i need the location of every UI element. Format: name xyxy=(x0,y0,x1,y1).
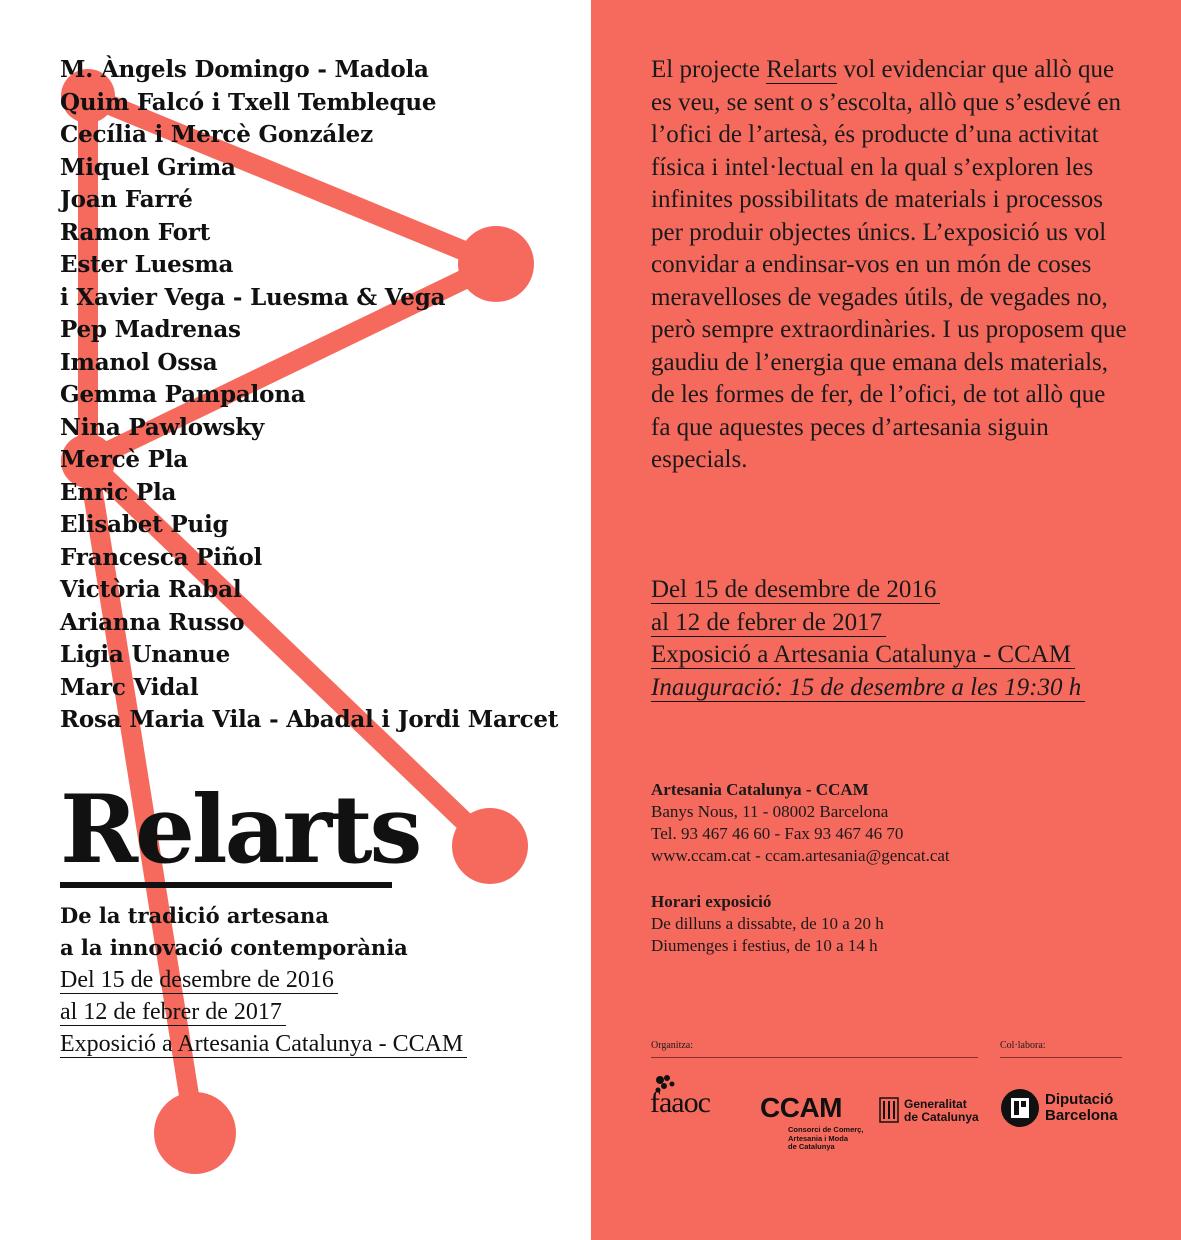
contact-block xyxy=(651,779,950,867)
artist-name: Pep Madrenas xyxy=(60,316,241,343)
ccam-wordmark: CCAM xyxy=(760,1092,842,1123)
date-line-2: al 12 de febrer de 2017 xyxy=(60,999,286,1026)
faaoc-logo xyxy=(650,1074,742,1124)
date-right-line-2: al 12 de febrer de 2017 xyxy=(651,609,886,637)
generalitat-emblem-icon xyxy=(879,1097,899,1123)
contact-address: Banys Nous, 11 - 08002 Barcelona xyxy=(651,802,889,821)
artist-name: Arianna Russo xyxy=(60,608,245,636)
artist-name: Nina Pawlowsky xyxy=(60,413,265,441)
node-bottom xyxy=(154,1092,236,1174)
hours-weekdays: De dilluns a dissabte, de 10 a 20 h xyxy=(651,914,884,933)
artist-name: Ligia Unanue xyxy=(60,641,230,668)
date-line-1: Del 15 de desembre de 2016 xyxy=(60,967,338,994)
organiza-label: Organitza: xyxy=(651,1040,694,1051)
subtitle-line-1: De la tradició artesana xyxy=(60,903,329,928)
artist-name: Quim Falcó i Txell Tembleque xyxy=(60,88,437,116)
generalitat-logo xyxy=(879,1097,979,1127)
artist-name: Marc Vidal xyxy=(60,673,199,701)
intro-paragraph xyxy=(651,54,1131,477)
venue-right-line: Exposició a Artesania Catalunya - CCAM xyxy=(651,641,1075,669)
artist-name: Enric Pla xyxy=(60,478,177,506)
artist-name: Imanol Ossa xyxy=(60,348,218,376)
ccam-logo xyxy=(760,1093,875,1153)
collabora-rule xyxy=(1000,1057,1122,1058)
relarts-link[interactable]: Relarts xyxy=(766,56,838,83)
generalitat-line-2: de Catalunya xyxy=(904,1110,979,1124)
exhibition-title: Relarts xyxy=(60,780,392,888)
artist-name: Miquel Grima xyxy=(60,153,236,181)
generalitat-text xyxy=(904,1098,979,1124)
ccam-sub-2: Artesania i Moda xyxy=(788,1133,849,1143)
artist-name: Francesca Piñol xyxy=(60,543,263,571)
contact-phone: Tel. 93 467 46 60 - Fax 93 467 46 70 xyxy=(651,824,904,843)
contact-web[interactable]: www.ccam.cat - ccam.artesania@gencat.cat xyxy=(651,846,950,865)
subtitle-line-2: a la innovació contemporània xyxy=(60,935,408,960)
dates-left xyxy=(60,964,467,1060)
title-block xyxy=(60,775,467,1060)
inauguration-line: Inauguració: 15 de desembre a les 19:30 h xyxy=(651,674,1085,702)
diputacio-emblem-icon xyxy=(1000,1088,1040,1128)
organiza-rule xyxy=(651,1057,978,1058)
diputacio-line-1: Diputació xyxy=(1045,1091,1114,1108)
diputacio-line-2: Barcelona xyxy=(1045,1107,1118,1124)
artist-name: Cecília i Mercè González xyxy=(60,121,373,148)
artist-name: Elisabet Puig xyxy=(60,511,229,538)
intro-after: vol evidenciar que allò que es veu, se sent o s’escolta, allò que s’esdevé en l’ofici de l’artesà, és producte d’una activitat física i intel·lectual en la qual s’exploren les infinites possibilitats de materials i processos per produir objectes únics. L’exposició us vol convidar a endinsar-vos en un món de coses meravelloses de vegades útils, de vegades no, però sempre extraordinàries. I us proposem que gaudiu de l’energia que emana dels materials, de les formes de fer, de l’ofici, de tot allò que fa que aquestes peces d’artesania siguin especials. xyxy=(651,56,1127,473)
diputacio-logo xyxy=(1000,1088,1125,1130)
ccam-sub-3: de Catalunya xyxy=(788,1142,835,1151)
hours-title: Horari exposició xyxy=(651,892,772,911)
hours-block xyxy=(651,891,884,957)
diputacio-text xyxy=(1045,1092,1118,1124)
collabora-label: Col·labora: xyxy=(1000,1040,1046,1051)
generalitat-line-1: Generalitat xyxy=(904,1097,967,1111)
date-right-line-1: Del 15 de desembre de 2016 xyxy=(651,576,940,604)
faaoc-wordmark: faaoc xyxy=(650,1086,710,1119)
artist-name: Victòria Rabal xyxy=(60,576,242,603)
intro-before: El projecte xyxy=(651,56,767,83)
artist-name: Joan Farré xyxy=(60,186,193,213)
artist-name: Rosa Maria Vila - Abadal i Jordi Marcet xyxy=(60,706,559,733)
artist-name: i Xavier Vega - Luesma & Vega xyxy=(60,283,446,311)
artist-name: Gemma Pampalona xyxy=(60,381,306,408)
dates-right xyxy=(651,574,1085,704)
artist-name: Ramon Fort xyxy=(60,218,211,246)
artist-name: Ester Luesma xyxy=(60,251,234,278)
ccam-sub-1: Consorci de Comerç, xyxy=(788,1125,864,1134)
ccam-subtext xyxy=(788,1126,863,1152)
hours-sundays: Diumenges i festius, de 10 a 14 h xyxy=(651,936,878,955)
artist-list xyxy=(60,54,558,737)
artist-name: M. Àngels Domingo - Madola xyxy=(60,56,429,83)
contact-name: Artesania Catalunya - CCAM xyxy=(651,780,869,799)
artist-name: Mercè Pla xyxy=(60,446,188,473)
venue-line: Exposició a Artesania Catalunya - CCAM xyxy=(60,1031,467,1058)
exhibition-subtitle xyxy=(60,900,467,964)
